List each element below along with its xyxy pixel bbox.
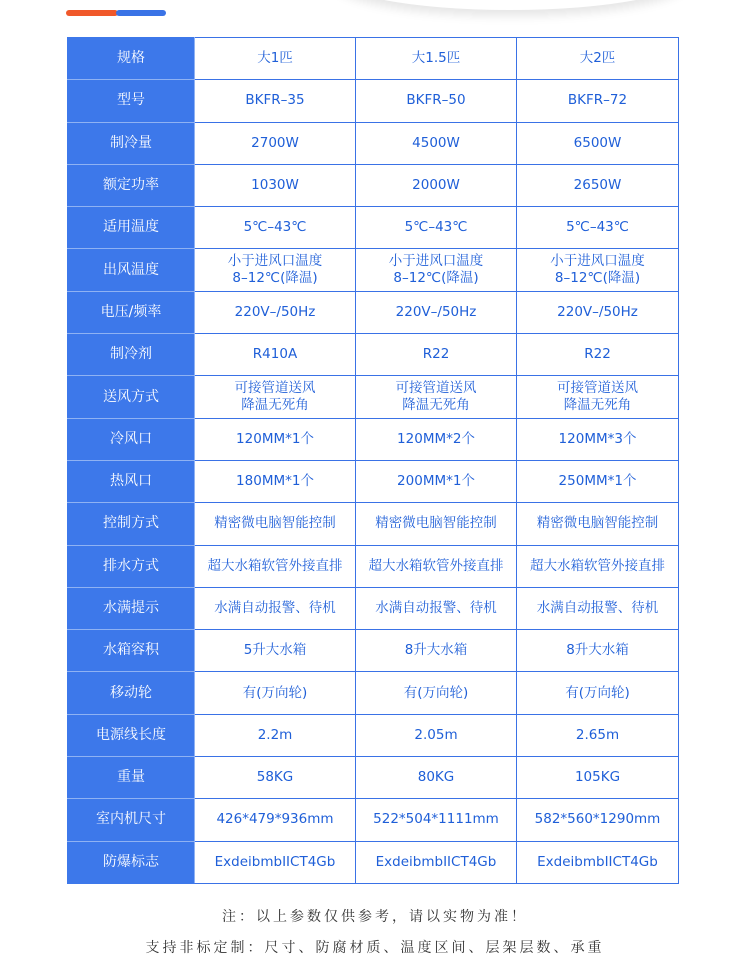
spec-value: 有(万向轮) [195, 672, 356, 714]
spec-value: 220V–/50Hz [195, 291, 356, 333]
spec-value: 2.05m [356, 714, 517, 756]
spec-value [195, 249, 356, 291]
spec-value: 582*560*1290mm [517, 799, 679, 841]
spec-label: 冷风口 [68, 418, 195, 460]
spec-value: 120MM*3个 [517, 418, 679, 460]
spec-value: BKFR–35 [195, 80, 356, 122]
spec-value: 4500W [356, 122, 517, 164]
spec-row [68, 841, 679, 883]
spec-value: 1030W [195, 164, 356, 206]
spec-value: ExdeibmbIICT4Gb [356, 841, 517, 883]
spec-label: 控制方式 [68, 503, 195, 545]
spec-label: 额定功率 [68, 164, 195, 206]
spec-value-line: 小于进风口温度 [227, 253, 323, 270]
accent-bar-blue [116, 10, 166, 16]
spec-value-line: 可接管道送风 [234, 380, 316, 397]
spec-value: 2650W [517, 164, 679, 206]
spec-label: 送风方式 [68, 376, 195, 418]
spec-label: 制冷剂 [68, 334, 195, 376]
spec-row [68, 249, 679, 291]
spec-value: 220V–/50Hz [356, 291, 517, 333]
spec-label: 制冷量 [68, 122, 195, 164]
spec-label: 出风温度 [68, 249, 195, 291]
spec-value: 250MM*1个 [517, 460, 679, 502]
spec-label: 排水方式 [68, 545, 195, 587]
spec-value: 5升大水箱 [195, 630, 356, 672]
spec-row [68, 122, 679, 164]
spec-value: R410A [195, 334, 356, 376]
spec-row [68, 291, 679, 333]
spec-value: 522*504*1111mm [356, 799, 517, 841]
spec-value: 有(万向轮) [517, 672, 679, 714]
disclaimer-note: 注：以上参数仅供参考，请以实物为准！ [222, 909, 528, 925]
spec-value [517, 249, 679, 291]
spec-value: 2700W [195, 122, 356, 164]
spec-value: 58KG [195, 757, 356, 799]
spec-label: 移动轮 [68, 672, 195, 714]
spec-value: 精密微电脑智能控制 [195, 503, 356, 545]
spec-value: 水满自动报警、待机 [356, 587, 517, 629]
spec-table-body [68, 38, 679, 884]
spec-value: 180MM*1个 [195, 460, 356, 502]
spec-row [68, 799, 679, 841]
spec-value: ExdeibmbIICT4Gb [195, 841, 356, 883]
customization-note: 支持非标定制：尺寸、防腐材质、温度区间、层架层数、承重 [145, 940, 605, 956]
spec-value-line: 降温无死角 [241, 397, 309, 414]
spec-value: ExdeibmbIICT4Gb [517, 841, 679, 883]
spec-value: 超大水箱软管外接直排 [195, 545, 356, 587]
spec-label: 型号 [68, 80, 195, 122]
spec-value: 精密微电脑智能控制 [356, 503, 517, 545]
spec-label: 水箱容积 [68, 630, 195, 672]
spec-label: 重量 [68, 757, 195, 799]
spec-value: 6500W [517, 122, 679, 164]
spec-value-line: 可接管道送风 [557, 380, 638, 397]
spec-value: 超大水箱软管外接直排 [356, 545, 517, 587]
accent-bar-orange [66, 10, 118, 16]
spec-value: 8升大水箱 [517, 630, 679, 672]
spec-label: 电源线长度 [68, 714, 195, 756]
spec-row [68, 503, 679, 545]
spec-row [68, 207, 679, 249]
spec-row [68, 672, 679, 714]
spec-value: 大1匹 [195, 38, 356, 80]
spec-value: 精密微电脑智能控制 [517, 503, 679, 545]
spec-row [68, 376, 679, 418]
spec-row [68, 460, 679, 502]
spec-value: 大2匹 [517, 38, 679, 80]
spec-label: 适用温度 [68, 207, 195, 249]
spec-label: 室内机尺寸 [68, 799, 195, 841]
spec-value: 105KG [517, 757, 679, 799]
spec-value: 2000W [356, 164, 517, 206]
spec-value: 水满自动报警、待机 [195, 587, 356, 629]
spec-value: R22 [517, 334, 679, 376]
spec-row [68, 38, 679, 80]
spec-value: 大1.5匹 [356, 38, 517, 80]
spec-row [68, 334, 679, 376]
spec-value: 5℃–43℃ [195, 207, 356, 249]
spec-label: 热风口 [68, 460, 195, 502]
spec-value: BKFR–50 [356, 80, 517, 122]
spec-value: 2.2m [195, 714, 356, 756]
spec-value: 5℃–43℃ [517, 207, 679, 249]
spec-row [68, 164, 679, 206]
spec-label: 电压/频率 [68, 291, 195, 333]
spec-value: 200MM*1个 [356, 460, 517, 502]
spec-value: 220V–/50Hz [517, 291, 679, 333]
spec-value-line: 8–12℃(降温) [393, 270, 479, 287]
spec-value [195, 376, 356, 418]
spec-value: 8升大水箱 [356, 630, 517, 672]
spec-row [68, 80, 679, 122]
spec-label: 规格 [68, 38, 195, 80]
spec-value [356, 376, 517, 418]
spec-value: 有(万向轮) [356, 672, 517, 714]
spec-row [68, 418, 679, 460]
spec-row [68, 587, 679, 629]
spec-value-line: 降温无死角 [402, 397, 470, 414]
spec-value: R22 [356, 334, 517, 376]
spec-label: 水满提示 [68, 587, 195, 629]
spec-row [68, 630, 679, 672]
spec-value: BKFR–72 [517, 80, 679, 122]
spec-value-line: 8–12℃(降温) [232, 270, 318, 287]
spec-row [68, 714, 679, 756]
spec-value: 426*479*936mm [195, 799, 356, 841]
spec-value: 水满自动报警、待机 [517, 587, 679, 629]
spec-row [68, 757, 679, 799]
spec-value: 超大水箱软管外接直排 [517, 545, 679, 587]
spec-value-line: 小于进风口温度 [550, 253, 645, 270]
spec-value: 120MM*1个 [195, 418, 356, 460]
spec-value [517, 376, 679, 418]
spec-value: 2.65m [517, 714, 679, 756]
spec-table [67, 37, 679, 884]
spec-value-line: 可接管道送风 [395, 380, 477, 397]
spec-value: 80KG [356, 757, 517, 799]
spec-value-line: 降温无死角 [563, 397, 632, 414]
spec-value-line: 小于进风口温度 [388, 253, 484, 270]
spec-label: 防爆标志 [68, 841, 195, 883]
spec-value-line: 8–12℃(降温) [554, 270, 641, 287]
spec-value: 120MM*2个 [356, 418, 517, 460]
spec-value [356, 249, 517, 291]
top-decoration-arc [330, 0, 690, 10]
spec-row [68, 545, 679, 587]
spec-value: 5℃–43℃ [356, 207, 517, 249]
